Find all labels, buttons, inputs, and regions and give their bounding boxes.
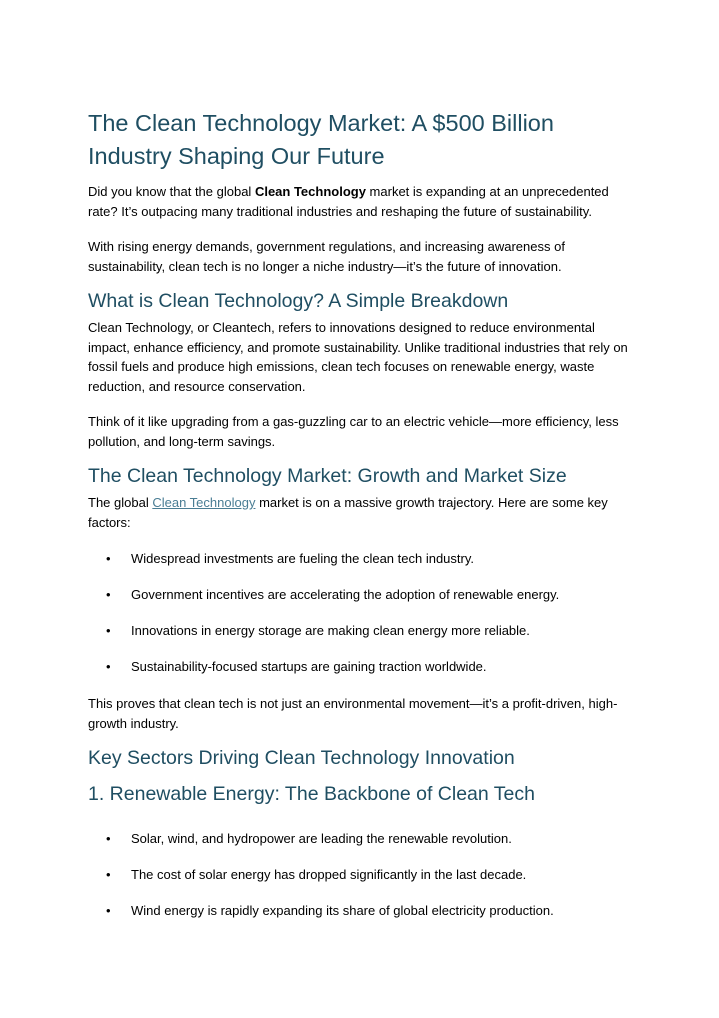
list-item: • Government incentives are accelerating the adoption of renewable energy. <box>106 587 560 602</box>
section2-paragraph-1 <box>88 493 633 532</box>
bullet-icon: • <box>106 587 111 602</box>
section-heading-what-is: What is Clean Technology? A Simple Breakdown <box>88 290 509 312</box>
intro-text-before: Did you know that the global <box>88 184 255 199</box>
bullet-icon: • <box>106 623 111 638</box>
section2-text-before: The global <box>88 495 153 510</box>
bullet-icon: • <box>106 867 111 882</box>
list-item: • Sustainability-focused startups are gaining traction worldwide. <box>106 659 487 674</box>
subheading-renewable-energy: 1. Renewable Energy: The Backbone of Clean Tech <box>88 783 535 805</box>
intro-bold-term: Clean Technology <box>254 184 366 199</box>
section2-text-after: market is on a massive growth trajectory. Here are some key factors: <box>88 495 608 530</box>
list-item: • The cost of solar energy has dropped significantly in the last decade. <box>106 867 527 882</box>
list-item: • Innovations in energy storage are making clean energy more reliable. <box>106 623 530 638</box>
list-item: • Wind energy is rapidly expanding its share of global electricity production. <box>106 903 554 918</box>
page-title: The Clean Technology Market: A $500 Billion Industry Shaping Our Future <box>88 110 554 169</box>
growth-factors-list <box>88 549 639 676</box>
bullet-icon: • <box>106 903 111 918</box>
bullet-icon: • <box>106 551 111 566</box>
section2-paragraph-2: This proves that clean tech is not just an environmental movement—it’s a profit-driven, high-growth industry. <box>88 696 618 731</box>
list-item: • Solar, wind, and hydropower are leading the renewable revolution. <box>106 831 512 846</box>
intro-text-after: market is expanding at an unprecedented rate? It’s outpacing many traditional industries and reshaping the future of sustainability. <box>88 184 609 219</box>
section1-paragraph-1: Clean Technology, or Cleantech, refers to innovations designed to reduce environmental impact, enhance efficiency, and promote sustainability. Unlike traditional industries that rely on fossil fuels and produce high emissions, clean tech focuses on renewable energy, waste reduction, and resource conservation. <box>88 320 628 394</box>
section1-paragraph-2: Think of it like upgrading from a gas-guzzling car to an electric vehicle—more efficiency, less pollution, and long-term savings. <box>88 414 619 449</box>
renewable-energy-list <box>88 829 639 920</box>
clean-technology-link[interactable]: Clean Technology <box>152 495 256 510</box>
intro-paragraph-1 <box>88 182 633 221</box>
bullet-icon: • <box>106 659 111 674</box>
section-heading-key-sectors: Key Sectors Driving Clean Technology Innovation <box>88 747 515 769</box>
list-item: • Widespread investments are fueling the clean tech industry. <box>106 551 474 566</box>
intro-paragraph-2: With rising energy demands, government regulations, and increasing awareness of sustainability, clean tech is no longer a niche industry—it’s the future of innovation. <box>88 239 565 274</box>
section-heading-market-growth: The Clean Technology Market: Growth and Market Size <box>88 465 567 487</box>
bullet-icon: • <box>106 831 111 846</box>
